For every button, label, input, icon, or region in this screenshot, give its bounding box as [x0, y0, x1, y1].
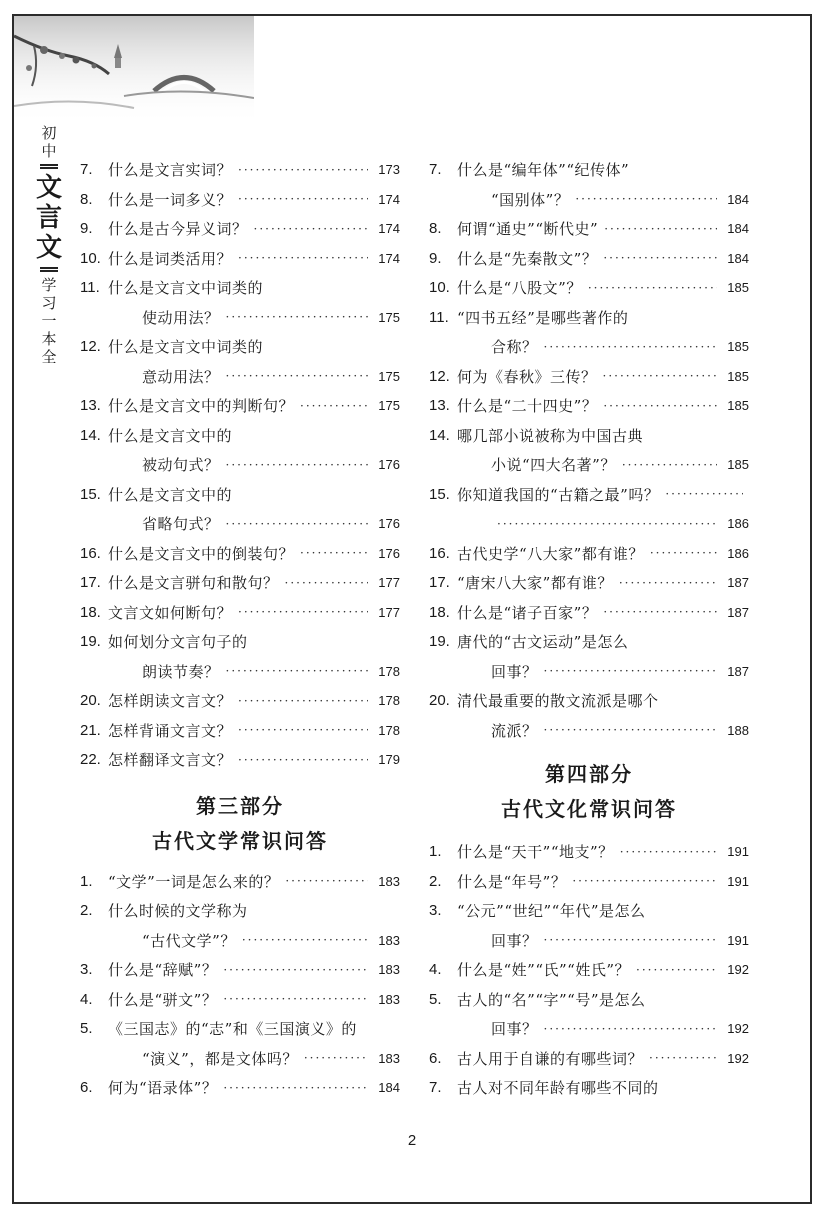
toc-entry-number: 16.: [80, 544, 101, 562]
toc-entry-number: 8.: [80, 190, 93, 208]
toc-entry-page: 184: [727, 221, 749, 237]
toc-entry-continuation: [429, 657, 749, 687]
toc-entry-title: “唐宋八大家”都有谁？: [457, 574, 613, 593]
toc-entry-number: 5.: [429, 990, 442, 1008]
toc-entry-title: 唐代的“古文运动”是怎么: [457, 633, 629, 652]
toc-leader-dots: [238, 163, 368, 177]
toc-entry-title: 什么是“辞赋”？: [108, 961, 218, 980]
toc-entry-continuation: [80, 657, 400, 687]
toc-entry: [429, 480, 749, 510]
toc-entry: [80, 716, 400, 746]
toc-entry-continuation: [80, 1044, 400, 1074]
toc-entry-continuation: [80, 926, 400, 956]
toc-entry-number: 3.: [80, 961, 93, 979]
toc-entry-title-cont: 被动句式？: [142, 456, 220, 475]
toc-entry-page: 178: [378, 663, 400, 679]
toc-leader-dots: [285, 874, 368, 888]
toc-entry-number: 6.: [80, 1079, 93, 1097]
toc-entry: [80, 867, 400, 897]
toc-leader-dots: [603, 369, 717, 383]
toc-leader-dots: [238, 723, 368, 737]
toc-leader-dots: [238, 694, 368, 708]
toc-entry-title: 什么时候的文学称为: [108, 902, 248, 921]
toc-entry-number: 17.: [429, 574, 450, 592]
toc-entry-page: 185: [727, 457, 749, 473]
toc-entry: [429, 391, 749, 421]
toc-entry-title-cont: “古代文学”？: [142, 931, 236, 950]
toc-leader-dots: [226, 517, 368, 531]
toc-entry-number: 4.: [429, 961, 442, 979]
toc-entry: [80, 627, 400, 657]
toc-entry-page: 185: [727, 280, 749, 296]
toc-entry-page: 177: [378, 575, 400, 591]
toc-leader-dots: [242, 933, 368, 947]
toc-entry: [80, 155, 400, 185]
toc-entry-page: 184: [727, 250, 749, 266]
spine-char: 初: [41, 124, 57, 142]
toc-entry-title: 怎样背诵文言文？: [108, 721, 233, 740]
toc-entry: [429, 244, 749, 274]
toc-entry: [429, 303, 749, 333]
toc-leader-dots: [620, 845, 717, 859]
toc-entry: [429, 686, 749, 716]
toc-entry-title: 什么是“诸子百家”？: [457, 603, 598, 622]
toc-entry: [429, 155, 749, 185]
toc-leader-dots: [254, 222, 368, 236]
toc-entry: [80, 332, 400, 362]
toc-entry-page: 192: [727, 1050, 749, 1066]
toc-entry-title: 什么是“编年体”“纪传体”: [457, 161, 630, 180]
toc-entry-page: 192: [727, 1021, 749, 1037]
book-spine-title: [36, 124, 62, 366]
spine-divider: [40, 164, 58, 169]
toc-entry-title: 古人对不同年龄有哪些不同的: [457, 1079, 659, 1098]
toc-entry-page: 184: [378, 1080, 400, 1096]
toc-entry-number: 10.: [429, 279, 450, 297]
toc-entry-title-cont: “演义”，都是文体吗？: [142, 1049, 298, 1068]
toc-entry-page: 174: [378, 221, 400, 237]
toc-entry-number: 21.: [80, 721, 101, 739]
toc-entry-title: 怎样朗读文言文？: [108, 692, 233, 711]
toc-entry-page: 183: [378, 1050, 400, 1066]
toc-entry: [80, 598, 400, 628]
toc-entry-page: 183: [378, 962, 400, 978]
toc-entry-continuation: [80, 509, 400, 539]
toc-entry: [80, 244, 400, 274]
toc-entry-page: 183: [378, 932, 400, 948]
toc-entry-number: 13.: [80, 397, 101, 415]
toc-entry-page: 187: [727, 575, 749, 591]
toc-leader-dots: [588, 281, 717, 295]
toc-leader-dots: [544, 933, 717, 947]
toc-entry-page: 174: [378, 191, 400, 207]
toc-leader-dots: [544, 723, 717, 737]
toc-entry: [80, 1073, 400, 1103]
toc-entry: [429, 955, 749, 985]
toc-left-column: [80, 155, 400, 1103]
toc-entry-number: 17.: [80, 574, 101, 592]
toc-entry-page: 186: [727, 545, 749, 561]
toc-entry-number: 20.: [429, 692, 450, 710]
spine-big-char: 文: [36, 233, 63, 263]
toc-entry-title: 何谓“通史”“断代史”: [457, 220, 599, 239]
toc-leader-dots: [544, 340, 717, 354]
toc-entry-page: 178: [378, 693, 400, 709]
toc-entry: [429, 985, 749, 1015]
toc-entry: [429, 837, 749, 867]
toc-entry-number: 7.: [429, 1079, 442, 1097]
toc-entry-page: 183: [378, 991, 400, 1007]
toc-leader-dots: [238, 753, 368, 767]
toc-entry-number: 19.: [80, 633, 101, 651]
toc-entry-continuation: [429, 509, 749, 539]
toc-entry-number: 1.: [80, 872, 93, 890]
toc-entry-number: 4.: [80, 990, 93, 1008]
toc-entry-number: 9.: [80, 220, 93, 238]
toc-entry-page: 178: [378, 722, 400, 738]
toc-leader-dots: [226, 458, 368, 472]
toc-entry-page: 176: [378, 545, 400, 561]
toc-entry-title: 何为“语录体”？: [108, 1079, 218, 1098]
spine-big-char: 言: [36, 203, 63, 233]
toc-leader-dots: [603, 251, 717, 265]
toc-entry-number: 1.: [429, 843, 442, 861]
toc-entry-number: 14.: [80, 426, 101, 444]
toc-leader-dots: [604, 222, 717, 236]
toc-leader-dots: [300, 546, 368, 560]
toc-entry-title: 什么是文言文中的: [108, 485, 233, 504]
toc-entry-page: 185: [727, 398, 749, 414]
toc-entry: [80, 985, 400, 1015]
toc-entry-page: 188: [727, 722, 749, 738]
toc-leader-dots: [223, 963, 368, 977]
toc-leader-dots: [304, 1051, 368, 1065]
toc-entry: [429, 627, 749, 657]
toc-entry-page: 175: [378, 368, 400, 384]
toc-entry-title: 古人用于自谦的有哪些词？: [457, 1049, 644, 1068]
spine-char: 学: [41, 276, 57, 294]
toc-entry: [429, 1073, 749, 1103]
toc-entry-title: 什么是文言文中词类的: [108, 279, 264, 298]
toc-entry-page: 192: [727, 962, 749, 978]
toc-leader-dots: [544, 1022, 717, 1036]
toc-entry-number: 2.: [80, 902, 93, 920]
toc-entry: [429, 362, 749, 392]
toc-leader-dots: [636, 963, 717, 977]
toc-entry-number: 14.: [429, 426, 450, 444]
toc-entry-page: 174: [378, 250, 400, 266]
toc-entry-continuation: [429, 185, 749, 215]
toc-entry-title-cont: 回事？: [491, 662, 538, 681]
toc-leader-dots: [223, 992, 368, 1006]
toc-entry-page: 177: [378, 604, 400, 620]
toc-entry-title-cont: “国别体”？: [491, 190, 570, 209]
toc-entry-number: 15.: [429, 485, 450, 503]
toc-entry: [80, 745, 400, 775]
toc-entry-number: 5.: [80, 1020, 93, 1038]
toc-entry: [429, 273, 749, 303]
toc-entry: [80, 391, 400, 421]
toc-entry: [80, 1014, 400, 1044]
toc-entry-number: 13.: [429, 397, 450, 415]
toc-leader-dots: [544, 664, 717, 678]
toc-entry: [429, 867, 749, 897]
toc-leader-dots: [619, 576, 717, 590]
toc-entry-title: 什么是文言文中词类的: [108, 338, 264, 357]
toc-entry: [429, 214, 749, 244]
toc-entry-page: 185: [727, 339, 749, 355]
toc-entry-title-cont: 朗读节奏？: [142, 662, 220, 681]
toc-entry-continuation: [429, 716, 749, 746]
toc-entry: [80, 896, 400, 926]
toc-leader-dots: [285, 576, 368, 590]
toc-entry-title: 古人的“名”“字”“号”是怎么: [457, 990, 646, 1009]
book-page: [12, 14, 812, 1204]
toc-entry-number: 11.: [80, 279, 100, 297]
toc-entry-number: 16.: [429, 544, 450, 562]
toc-leader-dots: [238, 192, 368, 206]
part-subtitle: 古代文化常识问答: [501, 797, 677, 821]
toc-entry-title: “公元”“世纪”“年代”是怎么: [457, 902, 646, 921]
toc-leader-dots: [649, 1051, 717, 1065]
toc-entry-title: 如何划分文言句子的: [108, 633, 248, 652]
toc-entry: [429, 421, 749, 451]
toc-leader-dots: [238, 251, 368, 265]
toc-entry-number: 20.: [80, 692, 101, 710]
toc-entry-page: 191: [727, 873, 749, 889]
toc-entry-title: 哪几部小说被称为中国古典: [457, 426, 644, 445]
toc-entry: [80, 273, 400, 303]
toc-entry: [80, 568, 400, 598]
toc-leader-dots: [226, 310, 368, 324]
toc-entry-title: 什么是文言文中的: [108, 426, 233, 445]
toc-entry-title: 什么是“骈文”？: [108, 990, 218, 1009]
toc-entry-title: 怎样翻译文言文？: [108, 751, 233, 770]
spine-char: 全: [41, 348, 57, 366]
toc-entry: [429, 539, 749, 569]
toc-entry-title-cont: 回事？: [491, 1020, 538, 1039]
toc-entry-continuation: [429, 1014, 749, 1044]
toc-entry-title: 清代最重要的散文流派是哪个: [457, 692, 659, 711]
toc-leader-dots: [575, 192, 717, 206]
toc-entry-number: 11.: [429, 308, 449, 326]
part-title: 第三部分: [196, 793, 284, 818]
spine-char: 中: [41, 142, 57, 160]
toc-entry-page: 191: [727, 932, 749, 948]
page-number: 2: [407, 1132, 417, 1149]
toc-entry-title: 什么是词类活用？: [108, 249, 233, 268]
spine-big-char: 文: [36, 173, 63, 203]
toc-entry-title: “四书五经”是哪些著作的: [457, 308, 629, 327]
toc-entry: [80, 185, 400, 215]
toc-entry-title: 什么是“年号”？: [457, 872, 567, 891]
toc-entry: [429, 896, 749, 926]
toc-entry-title-cont: 流派？: [491, 721, 538, 740]
toc-leader-dots: [223, 1081, 368, 1095]
toc-leader-dots: [650, 546, 717, 560]
toc-entry-page: 183: [378, 873, 400, 889]
toc-entry-page: 173: [378, 162, 400, 178]
toc-entry-page: 175: [378, 309, 400, 325]
toc-entry-continuation: [429, 926, 749, 956]
toc-entry-title: 什么是文言文中的倒装句？: [108, 544, 295, 563]
toc-entry-number: 10.: [80, 249, 101, 267]
toc-entry-continuation: [80, 450, 400, 480]
toc-entry-title-cont: 回事？: [491, 931, 538, 950]
toc-entry-page: 187: [727, 604, 749, 620]
toc-entry-number: 12.: [80, 338, 101, 356]
part-title: 第四部分: [545, 762, 633, 786]
spine-char: 一: [41, 312, 57, 330]
toc-leader-dots: [572, 874, 717, 888]
toc-entry-title: 什么是“二十四史”？: [457, 397, 598, 416]
toc-entry-number: 2.: [429, 872, 442, 890]
toc-entry-title: 什么是文言实词？: [108, 161, 233, 180]
toc-entry-number: 18.: [429, 603, 450, 621]
toc-entry-title-cont: 省略句式？: [142, 515, 220, 534]
toc-leader-dots: [603, 399, 717, 413]
toc-entry-page: 186: [727, 516, 749, 532]
toc-leader-dots: [665, 487, 743, 501]
toc-entry-title: 何为《春秋》三传？: [457, 367, 597, 386]
toc-entry-number: 3.: [429, 902, 442, 920]
toc-entry-number: 19.: [429, 633, 450, 651]
toc-entry-title: 什么是一词多义？: [108, 190, 233, 209]
spine-char: 本: [41, 330, 57, 348]
toc-entry-title-cont: 小说“四大名著”？: [491, 456, 616, 475]
toc-entry-number: 9.: [429, 249, 442, 267]
toc-leader-dots: [226, 664, 368, 678]
toc-entry-title: 什么是“姓”“氏”“姓氏”？: [457, 961, 631, 980]
toc-entry-continuation: [429, 332, 749, 362]
toc-entry-page: 176: [378, 457, 400, 473]
toc-entry-page: 184: [727, 191, 749, 207]
toc-entry-number: 6.: [429, 1049, 442, 1067]
toc-entry-number: 7.: [80, 161, 93, 179]
toc-entry-title: 你知道我国的“古籍之最”吗？: [457, 485, 660, 504]
toc-entry-title-cont: 意动用法？: [142, 367, 220, 386]
toc-entry-page: 175: [378, 398, 400, 414]
toc-entry: [80, 480, 400, 510]
toc-entry: [80, 421, 400, 451]
toc-entry-title: 什么是文言骈句和散句？: [108, 574, 279, 593]
toc-entry: [80, 686, 400, 716]
toc-entry-title: 什么是“八股文”？: [457, 279, 582, 298]
toc-entry: [80, 955, 400, 985]
toc-entry-page: 176: [378, 516, 400, 532]
toc-entry-number: 7.: [429, 161, 442, 179]
toc-entry: [80, 214, 400, 244]
toc-entry-page: 191: [727, 844, 749, 860]
toc-leader-dots: [622, 458, 717, 472]
toc-leader-dots: [238, 605, 368, 619]
toc-entry-number: 12.: [429, 367, 450, 385]
toc-entry-continuation: [429, 450, 749, 480]
toc-entry-number: 18.: [80, 603, 101, 621]
toc-leader-dots: [226, 369, 368, 383]
toc-entry-title: 什么是“先秦散文”？: [457, 249, 598, 268]
part-subtitle: 古代文学常识问答: [152, 828, 328, 853]
toc-entry-page: 187: [727, 663, 749, 679]
toc-right-column: [429, 155, 749, 1103]
toc-entry: [429, 598, 749, 628]
toc-entry-number: 22.: [80, 751, 101, 769]
toc-entry-continuation: [80, 362, 400, 392]
toc-entry-continuation: [80, 303, 400, 333]
toc-entry: [429, 568, 749, 598]
toc-entry-number: 8.: [429, 220, 442, 238]
toc-entry-number: 15.: [80, 485, 101, 503]
toc-entry: [80, 539, 400, 569]
toc-entry-title-cont: 合称？: [491, 338, 538, 357]
toc-leader-dots: [603, 605, 717, 619]
toc-entry-title: 什么是“天干”“地支”？: [457, 843, 614, 862]
spine-char: 习: [41, 294, 57, 312]
toc-entry-title: 《三国志》的“志”和《三国演义》的: [108, 1020, 357, 1039]
toc-entry-title: “文学”一词是怎么来的？: [108, 872, 280, 891]
toc-entry-title: 什么是古今异义词？: [108, 220, 248, 239]
toc-entry-page: 179: [378, 752, 400, 768]
ink-landscape-decoration: [14, 16, 254, 136]
toc-leader-dots: [300, 399, 368, 413]
toc-entry-title: 古代史学“八大家”都有谁？: [457, 544, 644, 563]
toc-entry: [429, 1044, 749, 1074]
toc-entry-page: 185: [727, 368, 749, 384]
toc-entry-title-cont: 使动用法？: [142, 308, 220, 327]
toc-entry-title: 文言文如何断句？: [108, 603, 233, 622]
toc-leader-dots: [497, 517, 717, 531]
toc-entry-title: 什么是文言文中的判断句？: [108, 397, 295, 416]
spine-divider: [40, 267, 58, 272]
